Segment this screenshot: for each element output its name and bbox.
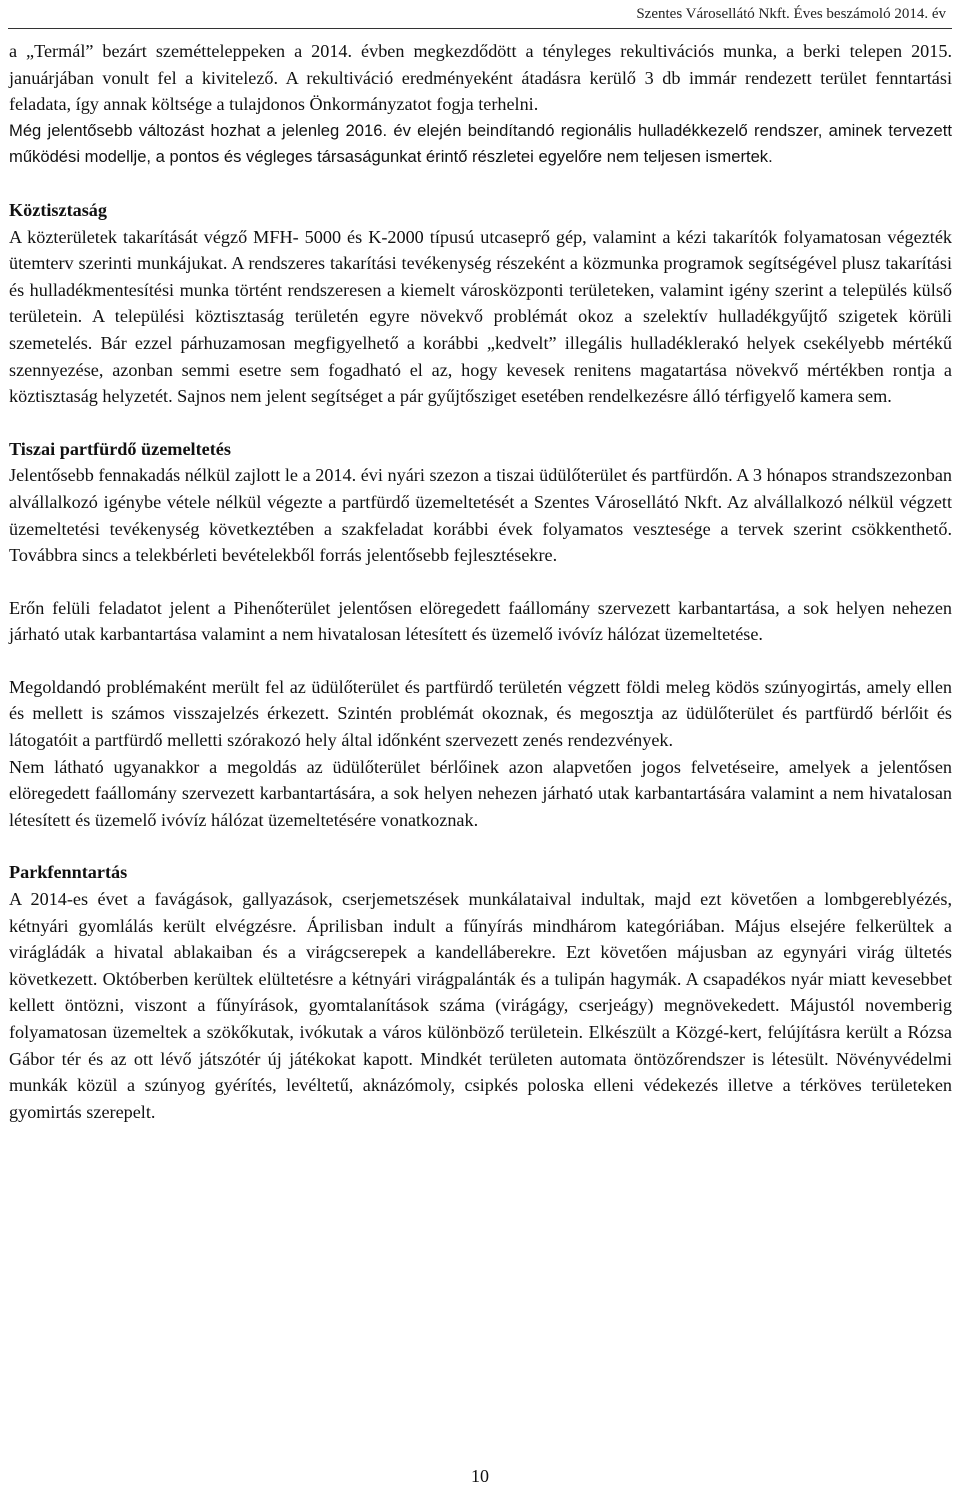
section-title-koztisztasag: Köztisztaság [9,199,107,220]
paragraph-tiszai-3: Megoldandó problémaként merült fel az üdülőterület és partfürdő területén végzett földi meleg ködös szúnyogirtás, amely ellen és mellett is számos visszajelzés érkezett. Szintén problémát okoznak, és megosztja az üdülőterület és partfürdő bérlőit és látogatóit a partfürdő melletti szórakozó hely által időnként szervezett zenés rendezvények. [9,676,952,751]
section-title-tiszai-partfurdo: Tiszai partfürdő üzemeltetés [9,438,231,459]
running-header: Szentes Városellátó Nkft. Éves beszámoló 2014. év [636,6,946,22]
paragraph-koztisztasag: A közterületek takarítását végző MFH- 5000 és K-2000 típusú utcaseprő gép, valamint a kézi takarítók folyamatosan végezték ütemterv szerinti munkájukat. A rendszeres takarítási tevékenység részeként a közmunka programok segítségével plusz takarítási és hulladékmentesítési munka történt rendszeresen a kiemelt városközponti területeken, valamint igény szerint a település külső területein. A települési köztisztaság területén egyre növekvő problémát okoz a szelektív hulladékgyűjtő szigetek körüli szemetelés. Bár ezzel párhuzamosan megfigyelhető a korábbi „kedvelt” illegális hulladéklerakó helyek csekélyebb mértékű szennyezése, azonban semmi esetre sem fogadható el az, hogy kevesek renitens magatartása növekvő mértékben rontja a köztisztaság helyzetét. Sajnos nem jelent segítséget a pár gyűjtősziget esetében rendelkezésre álló térfigyelő kamera sem. [9,226,952,407]
section-title-parkfenntartas: Parkfenntartás [9,862,128,883]
paragraph-tiszai-1: Jelentősebb fennakadás nélkül zajlott le a 2014. évi nyári szezon a tiszai üdülőterület és partfürdőn. A 3 hónapos strandszezonban alvállalkozó igénybe vétele nélkül végezte a partfürdő üzemeltetését a Szentes Városellátó Nkft. Az alvállalkozó nélkül végzett üzemeltetési tevékenység következtében a szakfeladat korábbi évek folyamatos vesztesége a tervek szerint csökkenthető. Továbbra sincs a telekbérleti bevételekből forrás jelentősebb fejlesztésekre. [9,465,952,566]
header-rule [8,28,952,29]
paragraph-tiszai-2: Erőn felüli feladatot jelent a Pihenőterület jelentősen elöregedett faállomány szervezett karbantartása, a sok helyen nehezen járható utak karbantartása valamint a nem hivatalosan létesített és üzemelő ivóvíz hálózat üzemeltetése. [9,597,952,645]
page-content [9,38,952,1125]
paragraph-rekultivacio: a „Termál” bezárt szemétteleppeken a 2014. évben megkezdődött a tényleges rekultivációs munka, a berki telepen 2015. januárjában vonult fel a kivitelező. A rekultiváció eredményeként átadásra kerülő 3 db immár rendezett terület fenntartási feladata, így annak költsége a tulajdonos Önkormányzatot fogja terhelni. [9,41,952,115]
paragraph-parkfenntartas: A 2014-es évet a favágások, gallyazások, cserjemetszések munkálataival indultak, majd ezt követően a lombgereblyézés, kétnyári gyomlálás került elvégzésre. Áprilisban indult a fűnyírás mindhárom kategóriában. Május elsejére felkerültek a virágládák a hivatal ablakaiban és a virágcserepek a kandelláberekre. Ezt követően májusban az egynyári virág ültetés következett. Októberben kerültek elültetésre a kétnyári virágpalánták és a tulipán hagymák. A csapadékos nyár miatt kevesebbet kellett öntözni, viszont a fűnyírások, gyomtalanítások száma (virágágy, cserjeágy) megnövekedett. Májustól novemberig folyamatosan üzemeltek a szökőkutak, ivókutak a város különböző területein. Elkészült a Közgé-kert, felújításra került a Rózsa Gábor tér és az ott lévő játszótér új játékokat kapott. Mindkét területen automata öntözőrendszer is létesült. Növényvédelmi munkák közül a szúnyog gyérítés, levéltetű, aknázómoly, csipkés poloska elleni védekezés illetve a térköves területeken gyomirtás szerepelt. [9,889,952,1122]
page-number: 10 [471,1466,489,1486]
paragraph-regionalis-hulladekkezelo: Még jelentősebb változást hozhat a jelenleg 2016. év elején beindítandó regionális hulladékkezelő rendszer, aminek tervezett működési modellje, a pontos és végleges társaságunkat érintő részletei egyelőre nem teljesen ismertek. [9,120,952,167]
paragraph-tiszai-4: Nem látható ugyanakkor a megoldás az üdülőterület bérlőinek azon alapvetően jogos felvetéseire, amelyek a jelentősen elöregedett faállomány szervezett karbantartására, a sok helyen nehezen járható utak karbantartására valamint a nem hivatalosan létesített és üzemelő ivóvíz hálózat üzemeltetésére vonatkoznak. [9,756,952,830]
